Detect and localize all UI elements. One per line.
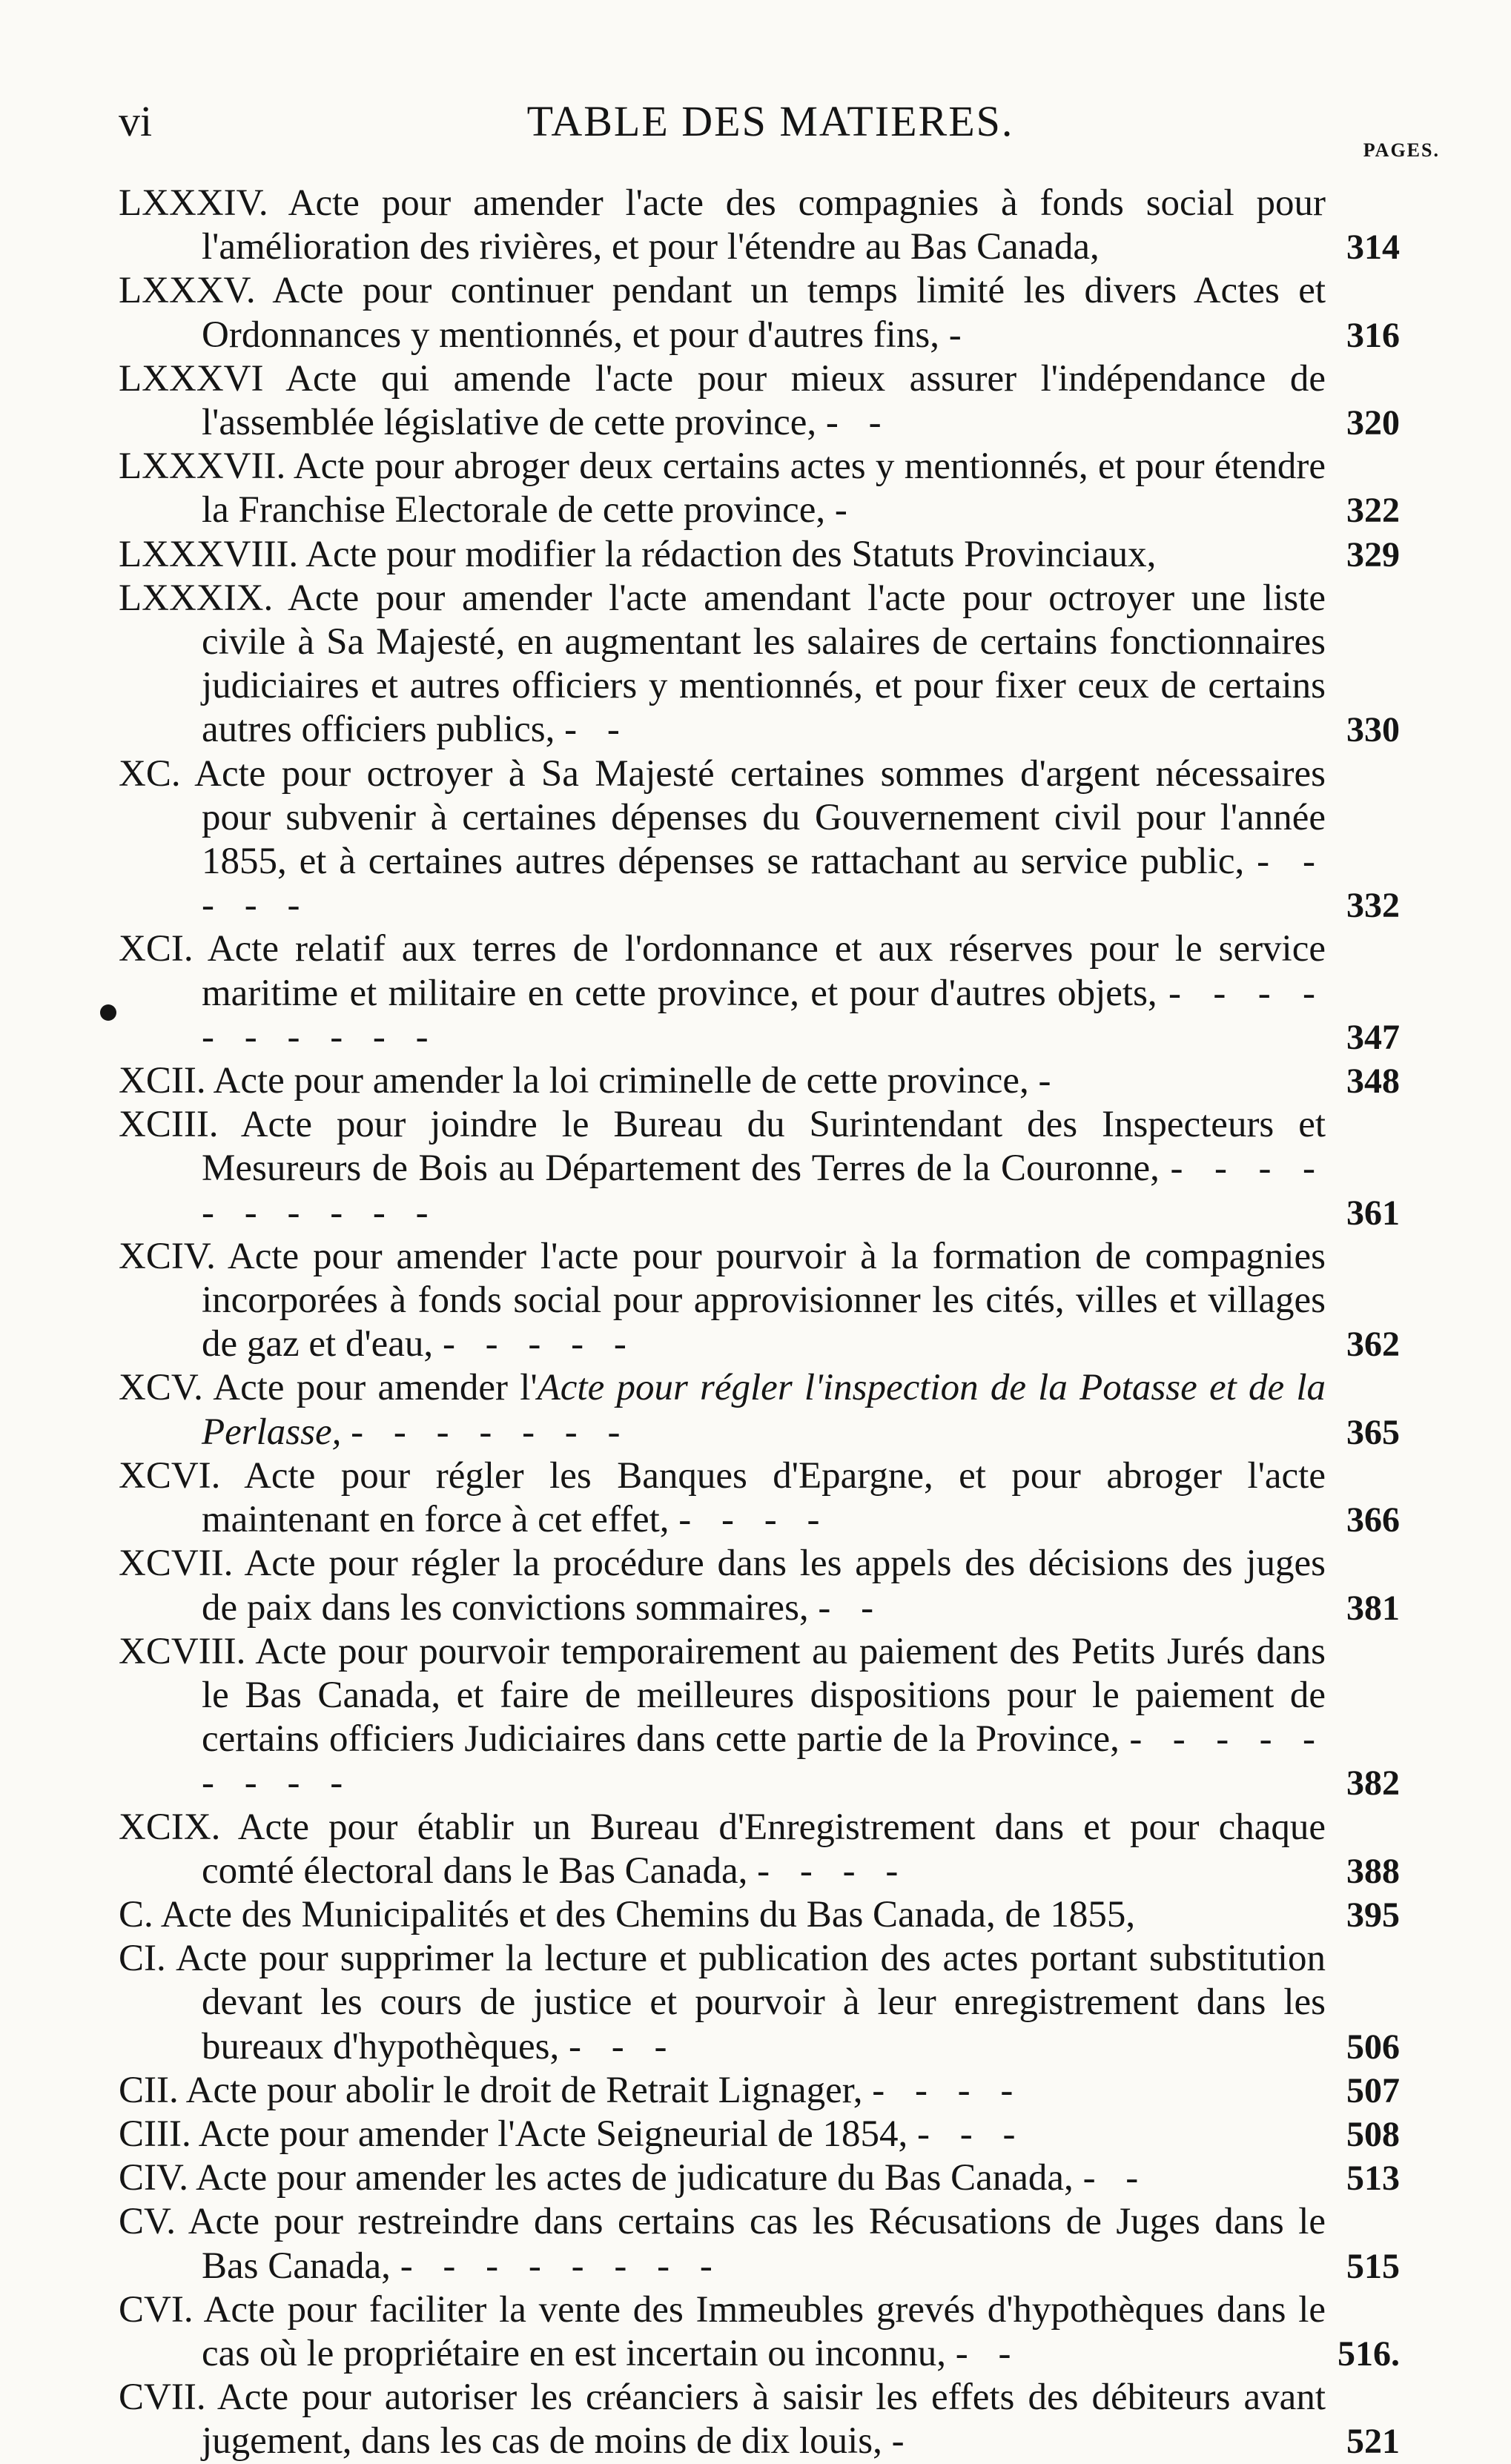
entry-number: CVI. (119, 2288, 194, 2331)
entry-page-number: 365 (1346, 1412, 1400, 1452)
entry-title: Acte pour régler la procédure dans les appels des décisions des juges de paix dans les convictions sommaires, (202, 1543, 1326, 1629)
entry-title: Acte pour amender l'acte pour pourvoir à la formation de compagnies incorporées à fonds social pour approvisionner les cités, villes et villages de gaz et d'eau, (202, 1235, 1326, 1365)
entry-number: LXXXIV. (119, 182, 268, 224)
toc-entry (119, 752, 1400, 928)
toc-entry (119, 1059, 1400, 1103)
entry-title: Acte pour amender l' (213, 1367, 538, 1409)
entry-title: Acte pour pourvoir temporairement au paiement des Petits Jurés dans le Bas Canada, et faire de meilleures dispositions pour le paiement de certains officiers Judiciaires dans cette partie de la Province, (202, 1630, 1326, 1761)
entry-title: Acte pour régler les Banques d'Epargne, et pour abroger l'acte maintenant en force à cet effet, (202, 1454, 1326, 1541)
dot-leaders: - - (955, 2332, 1022, 2374)
entry-number: CVII. (119, 2377, 206, 2419)
entry-title: Acte pour abroger deux certains actes y mentionnés, et pour étendre la Franchise Electorale de cette province, (202, 446, 1326, 531)
toc-entry (119, 2069, 1400, 2113)
entry-page-number: 316 (1346, 315, 1400, 355)
dot-leaders: - - - - (678, 1499, 830, 1541)
entry-page-number: 332 (1346, 886, 1400, 926)
toc-entry (119, 927, 1400, 1059)
entry-page-number: 381 (1346, 1588, 1400, 1628)
entry-title: Acte pour continuer pendant un temps limité les divers Actes et Ordonnances y mentionnés, et pour d'autres fins, (202, 270, 1326, 356)
toc-entry (119, 1893, 1400, 1937)
entry-number: XCV. (119, 1367, 203, 1409)
toc-entry (119, 445, 1400, 532)
entry-number: LXXXV. (119, 270, 256, 312)
entry-number: XCII. (119, 1060, 206, 1102)
dot-leaders: - - - - - - - (351, 1411, 631, 1453)
entry-title: Acte pour amender l'Acte Seigneurial de 1854, (198, 2113, 908, 2155)
entry-number: LXXXVIII. (119, 533, 299, 575)
dot-leaders: - - - - (757, 1849, 909, 1892)
entry-title: Acte des Municipalités et des Chemins du Bas Canada, de 1855, (160, 1893, 1136, 1935)
entry-page-number: 361 (1346, 1193, 1400, 1233)
dot-leaders: - - - (917, 2113, 1026, 2155)
entry-page-number: 330 (1346, 710, 1400, 750)
entry-page-number: 395 (1346, 1895, 1400, 1935)
dot-leaders: - - - - - - - - - - (202, 1147, 1326, 1233)
entry-number: C. (119, 1893, 153, 1935)
entry-page-number: 513 (1346, 2159, 1400, 2199)
entry-page-number: 507 (1346, 2070, 1400, 2110)
entry-title: Acte pour octroyer à Sa Majesté certaines sommes d'argent nécessaires pour subvenir à certaines dépenses du Gouvernement civil pour l'année 1855, et à certaines autres dépenses se rattachant au service public, (194, 752, 1326, 883)
toc-entry (119, 2200, 1400, 2288)
dot-leaders: - - - - - (202, 841, 1326, 927)
toc-entry (119, 357, 1400, 445)
entry-title: Acte pour supprimer la lecture et publication des actes portant substitution devant les cours de justice et pourvoir à leur enregistrement dans les bureaux d'hypothèques, (175, 1938, 1326, 2067)
entry-number: XCIV. (119, 1235, 216, 1277)
entry-title: Acte pour faciliter la vente des Immeubles grevés d'hypothèques dans le cas où le propriétaire en est incertain ou inconnu, (202, 2288, 1326, 2374)
entry-page-number: 388 (1346, 1851, 1400, 1891)
dot-leaders: - (891, 2420, 915, 2463)
entry-title: Acte pour amender l'acte amendant l'acte pour octroyer une liste civile à Sa Majesté, en augmentant les salaires de certains fonctionnaires judiciaires et autres officiers y mentionnés, et pour fixer ceux de certains autres officiers publics, (202, 577, 1326, 751)
dot-leaders: - - (825, 402, 892, 444)
entry-page-number: 516. (1338, 2334, 1400, 2374)
entry-number: XCIX. (119, 1806, 221, 1848)
toc-entry (119, 1103, 1400, 1235)
toc-entry (119, 577, 1400, 752)
entry-number: CV. (119, 2201, 176, 2243)
toc-entry (119, 1235, 1400, 1367)
entry-number: XC. (119, 752, 181, 795)
entry-page-number: 521 (1346, 2422, 1400, 2462)
entry-number: XCVIII. (119, 1630, 246, 1672)
entry-title-italic: Acte pour régler l'inspection de la Potasse et de la Perlasse, (202, 1367, 1326, 1453)
toc-entry (119, 1806, 1400, 1893)
dot-leaders: - - - - (872, 2069, 1024, 2111)
entry-title: Acte pour amender l'acte des compagnies à fonds social pour l'amélioration des rivières, et pour l'étendre au Bas Canada, (202, 182, 1326, 268)
entry-page-number: 314 (1346, 228, 1400, 268)
entry-number: XCVII. (119, 1543, 234, 1585)
toc-entry (119, 1542, 1400, 1629)
toc-entry (119, 1454, 1400, 1542)
pages-column-label: PAGES. (1363, 139, 1440, 161)
entry-number: CIII. (119, 2113, 191, 2155)
entry-title: Acte pour autoriser les créanciers à saisir les effets des débiteurs avant jugement, dans les cas de moins de dix louis, (202, 2377, 1326, 2463)
entry-title: Acte pour établir un Bureau d'Enregistrement dans et pour chaque comté électoral dans le Bas Canada, (202, 1806, 1326, 1892)
dot-leaders: - - - - - - - - - (202, 1718, 1326, 1804)
toc-entry (119, 269, 1400, 357)
entry-title: Acte pour abolir le droit de Retrait Lignager, (185, 2069, 863, 2111)
dot-leaders: - (834, 489, 858, 531)
table-of-contents (119, 182, 1400, 2464)
dot-leaders: - - - (568, 2025, 678, 2067)
dot-leaders: - - - - - - - - - - (202, 972, 1326, 1058)
toc-entry (119, 1366, 1400, 1454)
entry-page-number: 329 (1346, 534, 1400, 574)
toc-entry (119, 1630, 1400, 1806)
toc-entry (119, 2113, 1400, 2156)
entry-number: LXXXIX. (119, 577, 274, 619)
entry-page-number: 320 (1346, 403, 1400, 443)
toc-entry (119, 533, 1400, 577)
toc-entry (119, 182, 1400, 269)
toc-entry (119, 1937, 1400, 2069)
entry-page-number: 506 (1346, 2027, 1400, 2067)
dot-leaders: - - (1082, 2157, 1149, 2199)
dot-leaders: - - - - - (442, 1323, 637, 1365)
dot-leaders: - - (818, 1586, 885, 1629)
entry-page-number: 348 (1346, 1062, 1400, 1102)
entry-title: Acte pour modifier la rédaction des Statuts Provinciaux, (305, 533, 1157, 575)
toc-entry (119, 2288, 1400, 2376)
page-header (119, 96, 1422, 148)
toc-entry (119, 2376, 1400, 2463)
entry-number: CII. (119, 2069, 179, 2111)
entry-number: CI. (119, 1938, 166, 1980)
dot-leaders: - - - - - - - - (400, 2245, 723, 2287)
entry-title: Acte relatif aux terres de l'ordonnance et aux réserves pour le service maritime et militaire en cette province, et pour d'autres objets, (202, 928, 1326, 1014)
entry-page-number: 347 (1346, 1017, 1400, 1057)
entry-page-number: 362 (1346, 1325, 1400, 1365)
entry-title: Acte qui amende l'acte pour mieux assurer l'indépendance de l'assemblée législative de cette province, (202, 357, 1326, 444)
dot-leaders: - (948, 314, 972, 356)
entry-title: Acte pour joindre le Bureau du Surintendant des Inspecteurs et Mesureurs de Bois au Département des Terres de la Couronne, (202, 1104, 1326, 1190)
running-title: TABLE DES MATIERES. (526, 97, 1014, 145)
page-folio: vi (119, 97, 153, 145)
entry-page-number: 322 (1346, 491, 1400, 531)
entry-number: XCVI. (119, 1454, 221, 1497)
toc-entry (119, 2156, 1400, 2200)
entry-number: LXXXVII. (119, 446, 286, 488)
entry-title: Acte pour amender la loi criminelle de cette province, (213, 1060, 1029, 1102)
entry-number: CIV. (119, 2157, 189, 2199)
entry-page-number: 515 (1346, 2246, 1400, 2286)
bullet-ornament (100, 1004, 116, 1021)
entry-number: XCI. (119, 928, 194, 970)
entry-title: Acte pour restreindre dans certains cas les Récusations de Juges dans le Bas Canada, (188, 2201, 1326, 2287)
dot-leaders: - - (564, 709, 630, 751)
entry-page-number: 382 (1346, 1763, 1400, 1804)
entry-page-number: 508 (1346, 2114, 1400, 2154)
entry-page-number: 366 (1346, 1500, 1400, 1540)
entry-title: Acte pour amender les actes de judicature du Bas Canada, (195, 2157, 1074, 2199)
entry-number: XCIII. (119, 1104, 219, 1146)
entry-number: LXXXVI (119, 357, 264, 400)
dot-leaders: - (1038, 1060, 1062, 1102)
